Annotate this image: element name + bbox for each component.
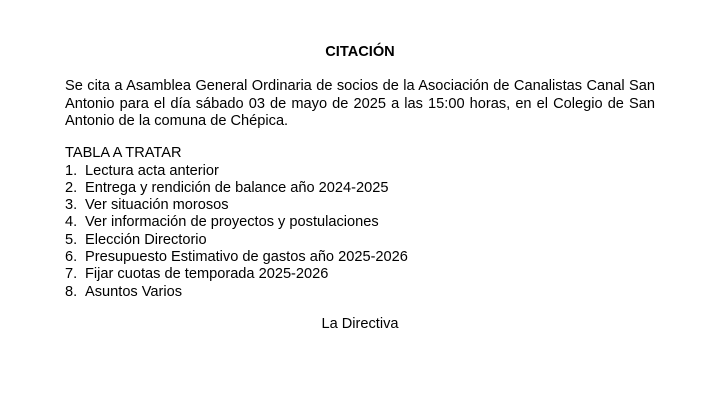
agenda-item-number: 1. — [65, 162, 78, 179]
agenda-item-number: 6. — [65, 248, 78, 265]
citation-paragraph: Se cita a Asamblea General Ordinaria de socios de la Asociación de Canalistas Canal San Antonio para el día sábado 03 de mayo de 2025 a las 15:00 horas, en el Colegio de San Antonio de la comuna de Chépica. — [65, 78, 655, 129]
agenda-item-number: 4. — [65, 214, 78, 231]
agenda-item — [65, 180, 408, 197]
agenda-item — [65, 232, 408, 249]
document-page — [65, 0, 655, 406]
agenda-item — [65, 214, 408, 231]
agenda-item-text: Fijar cuotas de temporada 2025-2026 — [85, 266, 329, 283]
agenda-item-number: 2. — [65, 179, 78, 196]
agenda-item-number: 8. — [65, 283, 78, 300]
agenda-item — [65, 249, 408, 266]
agenda-list — [65, 163, 408, 301]
agenda-item-text: Asuntos Varios — [85, 283, 183, 300]
document-title: CITACIÓN — [325, 44, 395, 60]
agenda-item-number: 7. — [65, 266, 78, 283]
agenda-heading: TABLA A TRATAR — [65, 145, 182, 161]
agenda-item — [65, 163, 408, 180]
agenda-item-text: Lectura acta anterior — [85, 162, 219, 179]
agenda-item-text: Entrega y rendición de balance año 2024-2025 — [85, 179, 389, 196]
agenda-item — [65, 284, 408, 301]
agenda-item-text: Ver información de proyectos y postulaciones — [85, 214, 379, 231]
agenda-item-number: 3. — [65, 197, 78, 214]
agenda-item-text: Ver situación morosos — [85, 197, 229, 214]
agenda-item-text: Presupuesto Estimativo de gastos año 2025-2026 — [85, 248, 408, 265]
agenda-item-text: Elección Directorio — [85, 231, 207, 248]
agenda-item — [65, 197, 408, 214]
agenda-item — [65, 266, 408, 283]
signature: La Directiva — [321, 316, 399, 332]
agenda-item-number: 5. — [65, 231, 78, 248]
